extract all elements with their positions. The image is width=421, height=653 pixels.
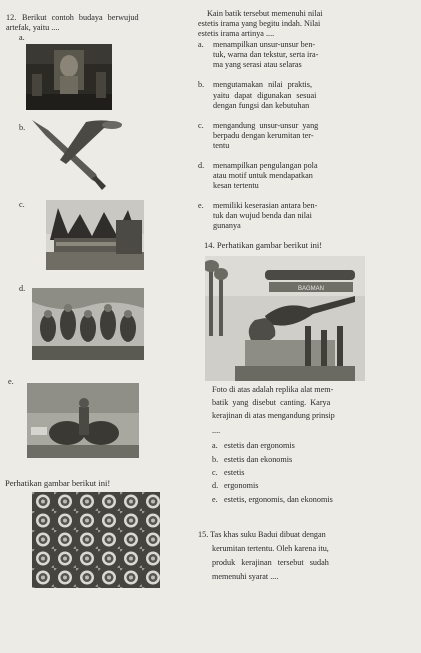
q13-stem-line2: estetis irama yang begitu indah. Nilai — [198, 19, 321, 28]
q14-option-b-text: estetis dan ekonomis — [224, 455, 293, 464]
q15-line2: kerumitan tertentu. Oleh karena itu, — [212, 544, 329, 553]
pic-keris-weapon — [26, 114, 126, 194]
q13-option-a-line1: menampilkan unsur-unsur ben- — [213, 40, 316, 49]
q13-option-e-line2: tuk dan wujud benda dan nilai — [213, 211, 312, 220]
q13-option-c-line1: mengandung unsur-unsur yang — [213, 121, 319, 130]
q13-option-d-line1: menampilkan pengulangan pola — [213, 161, 318, 170]
q15-line4: memenuhi syarat .... — [212, 572, 279, 581]
q14-option-e-label: e. — [212, 495, 218, 504]
q14-option-d-text: ergonomis — [224, 481, 259, 490]
q15-line3: produk kerajinan tersebut sudah — [212, 558, 329, 567]
q13-stem-line1: Kain batik tersebut memenuhi nilai — [207, 9, 323, 18]
q12-stem-line2: artefak, yaitu .... — [6, 23, 60, 32]
sign-text: BAGMAN — [297, 286, 325, 292]
q13-option-d-line3: kesan tertentu — [213, 181, 259, 190]
q13-option-d-label: d. — [198, 161, 205, 170]
q13-option-e-label: e. — [198, 201, 204, 210]
q12-option-a-label: a. — [19, 33, 25, 42]
q14-option-c-label: c. — [212, 468, 218, 477]
pic-dance-group — [32, 288, 144, 360]
q13-option-b-line1: mengutamakan nilai praktis, — [213, 80, 312, 89]
pic-batik-pattern — [32, 492, 160, 588]
q13-option-e-line3: gunanya — [213, 221, 241, 230]
q13-option-a-label: a. — [198, 40, 204, 49]
bottom-left-header: Perhatikan gambar berikut ini! — [5, 478, 111, 488]
pic-gadang-house — [46, 200, 144, 270]
q13-option-b-label: b. — [198, 80, 205, 89]
q14-option-b-label: b. — [212, 455, 219, 464]
q14-header: 14. Perhatikan gambar berikut ini! — [204, 240, 323, 250]
q13-option-c-line2: berpadu dengan kerumitan ter- — [213, 131, 314, 140]
q13-option-a-line3: ma yang serasi atau selaras — [213, 60, 302, 69]
q14-caption-line2: batik yang disebut canting. Karya — [212, 398, 331, 407]
q12-option-c-label: c. — [19, 200, 25, 209]
q12-option-d-label: d. — [19, 284, 26, 293]
q12-number: 12. — [6, 13, 17, 22]
q13-option-b-line3: dengan fungsi dan kebutuhan — [213, 101, 310, 110]
q13-stem-line3: estetis irama artinya .... — [198, 29, 275, 38]
q13-option-c-label: c. — [198, 121, 204, 130]
q14-option-d-label: d. — [212, 481, 219, 490]
q14-option-e-text: estetis, ergonomis, dan ekonomis — [224, 495, 333, 504]
q14-option-a-label: a. — [212, 441, 218, 450]
q14-option-c-text: estetis — [224, 468, 245, 477]
q12-stem-line1: Berikut contoh budaya berwujud — [22, 13, 139, 22]
q15-line1: 15. Tas khas suku Badui dibuat dengan — [198, 530, 326, 539]
q14-caption-line3: kerajinan di atas mengandung prinsip — [212, 411, 335, 420]
q12-option-b-label: b. — [19, 123, 26, 132]
q13-option-b-line2: yaitu dapat digunakan sesuai — [213, 91, 317, 100]
q14-option-a-text: estetis dan ergonomis — [224, 441, 295, 450]
q13-option-d-line2: atau motif untuk mendapatkan — [213, 171, 313, 180]
q13-option-c-line3: tentu — [213, 141, 230, 150]
pic-canting-monument — [205, 256, 365, 381]
q13-option-a-line2: tuk, warna dan tekstur, serta ira- — [213, 50, 319, 59]
q13-option-e-line1: memiliki keserasian antara ben- — [213, 201, 318, 210]
q14-caption-line1: Foto di atas adalah replika alat mem- — [212, 385, 334, 394]
pic-bull-race — [27, 383, 139, 458]
pic-statue-interior — [26, 44, 112, 110]
q14-caption-line4: .... — [212, 426, 221, 435]
q12-option-e-label: e. — [8, 377, 14, 386]
